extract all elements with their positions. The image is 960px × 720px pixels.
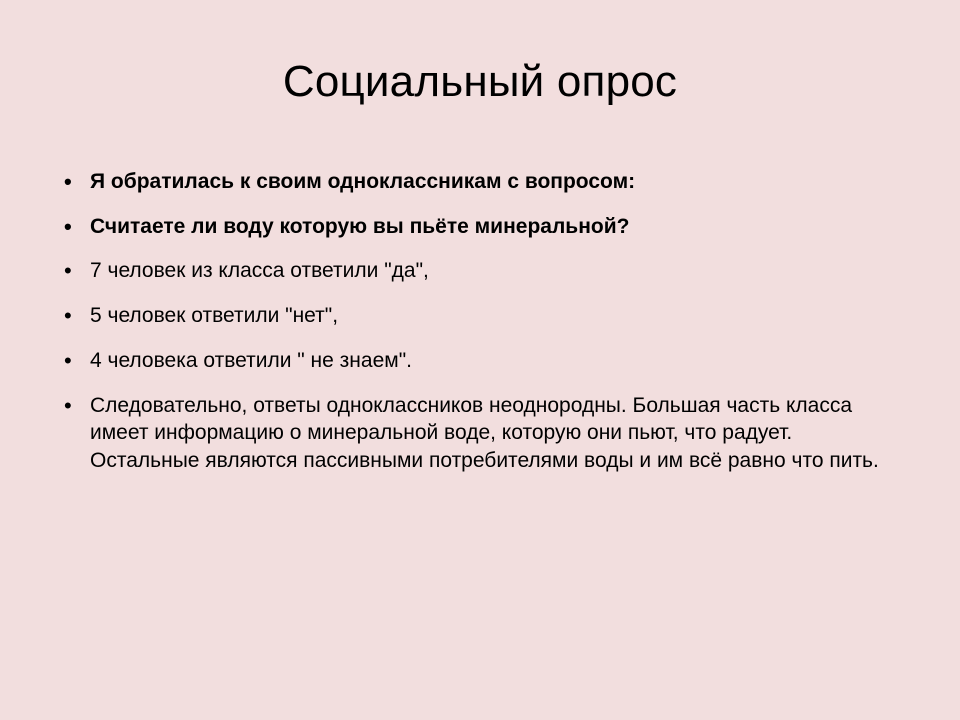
list-item: • 7 человек из класса ответили "да", [56, 257, 888, 285]
list-item: • 5 человек ответили "нет", [56, 302, 888, 330]
list-item: • Я обратилась к своим одноклассникам с вопросом: [56, 168, 888, 196]
list-item: • Следовательно, ответы одноклассников неоднородны. Большая часть класса имеет информацию о минеральной воде, которую они пьют, что радует. Остальные являются пассивными потребителями воды и им всё равно что пить. [56, 392, 888, 475]
page-title: Социальный опрос [282, 57, 678, 106]
list-item: • Считаете ли воду которую вы пьёте минеральной? [56, 213, 888, 241]
list-item: • 4 человека ответили " не знаем". [56, 347, 888, 375]
bullet-list [56, 168, 888, 475]
